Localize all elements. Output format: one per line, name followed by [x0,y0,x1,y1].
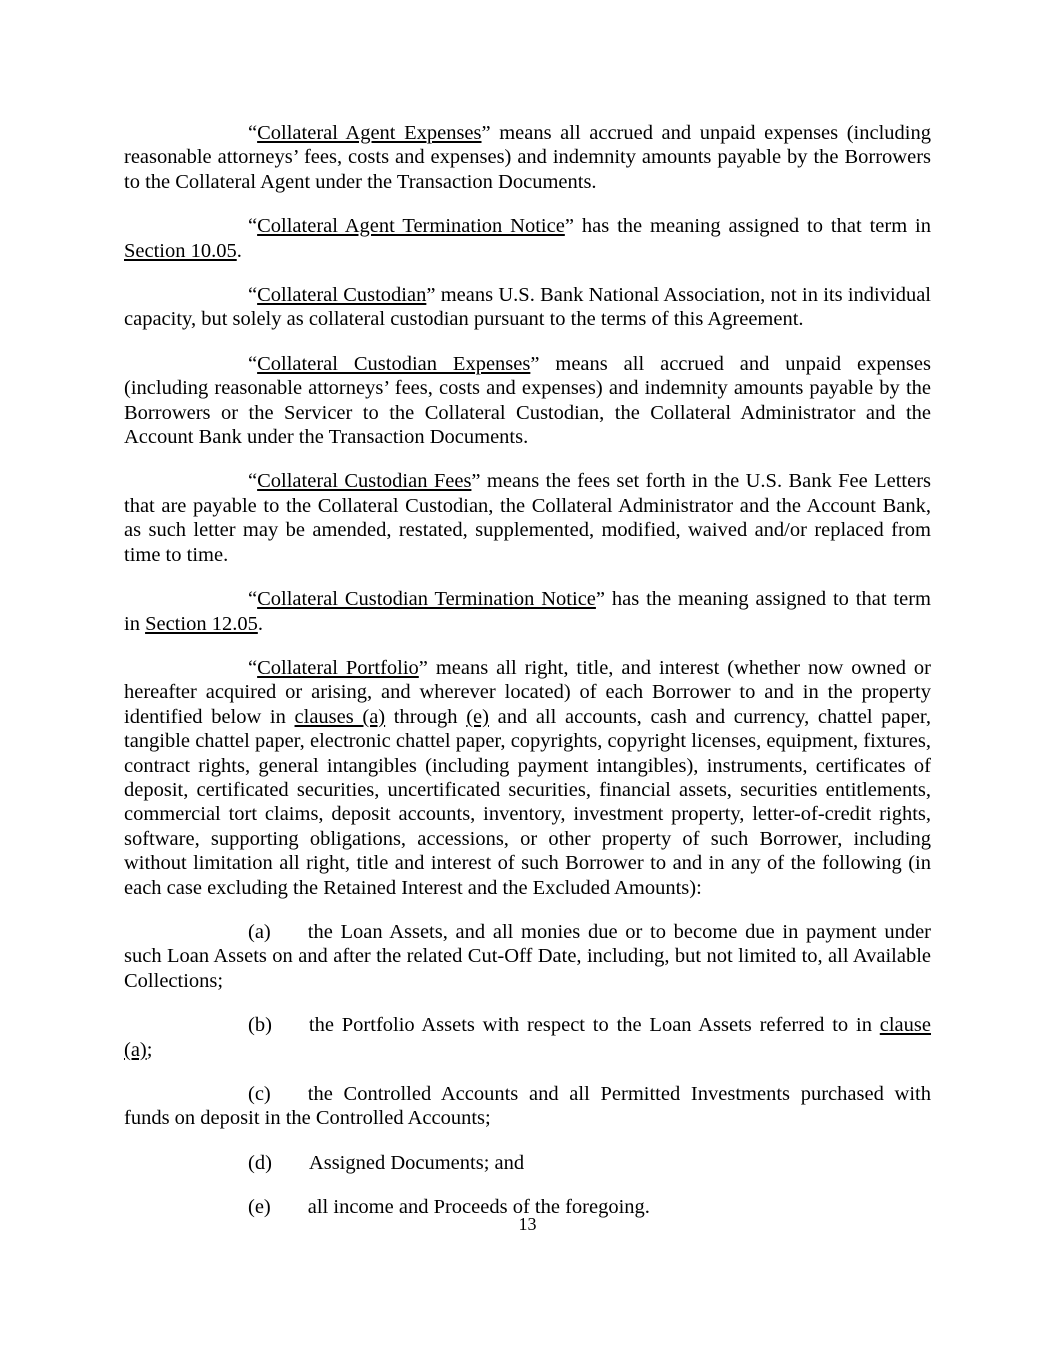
def-collateral-custodian [124,283,931,332]
text-run: “ [248,284,258,307]
text-run: “ [248,352,258,375]
text-run: ” means all accrued and unpaid expenses (including reasonable attorneys’ fees, costs and expenses) and indemnity amounts payable by the Borrowers to the Collateral Agent under the Transaction Documents. [124,122,931,193]
text-run: and all accounts, cash and currency, chattel paper, tangible chattel paper, electronic chattel paper, copyrights, copyright licenses, equipment, fixtures, contract rights, general intangibles (including payment intangibles), instruments, certificates of deposit, certificated securities, uncertificated securities, financial assets, securities entitlements, commercial tort claims, deposit accounts, inventory, investment property, letter-of-credit rights, software, supporting obligations, accessions, or other property of such Borrower, including without limitation all right, title and interest of such Borrower to and in any of the following (in each case excluding the Retained Interest and the Excluded Amounts): [124,705,931,899]
text-run: the Controlled Accounts and all Permitted Investments purchased with funds on deposit in the Controlled Accounts; [124,1083,931,1130]
clause-reference-a: clauses (a) [294,705,386,728]
def-collateral-portfolio [124,656,931,900]
text-run: ” has the meaning assigned to that term in [124,588,931,635]
text-run: ” means U.S. Bank National Association, not in its individual capacity, but solely as collateral custodian pursuant to the terms of this Agreement. [124,284,931,331]
defined-term-collateral-custodian-expenses: Collateral Custodian Expenses [257,352,531,375]
text-run: the Loan Assets, and all monies due or to become due in payment under such Loan Assets on and after the related Cut-Off Date, including, but not limited to, all Available Collections; [124,920,931,992]
text-run: ” means all right, title, and interest (whether now owned or hereafter acquired or arising, and wherever located) of each Borrower to and in the property identified below in [124,656,931,728]
text-run: . [236,239,242,262]
text-run: ” has the meaning assigned to that term in [564,215,932,238]
text-run: . [257,612,263,635]
def-collateral-agent-expenses [124,121,931,194]
section-reference-12-05: Section 12.05 [145,612,258,635]
section-reference-10-05: Section 10.05 [124,239,237,262]
defined-term-collateral-agent-termination-notice: Collateral Agent Termination Notice [257,215,565,238]
def-collateral-custodian-fees [124,469,931,567]
clause-b [124,1013,931,1062]
text-run: “ [248,122,258,144]
text-run: (d) [248,1151,272,1174]
clause-reference-a: clause (a) [124,1014,931,1061]
def-collateral-custodian-termination-notice [124,587,931,636]
page-number: 13 [518,1214,537,1234]
text-run: the Portfolio Assets with respect to the Loan Assets referred to in [308,1014,880,1037]
defined-term-collateral-agent-expenses: Collateral Agent Expenses [257,122,482,144]
text-run: all income and Proceeds of the foregoing. [307,1196,650,1219]
text-run: ; [146,1038,153,1061]
def-collateral-custodian-expenses [124,352,931,450]
clause-c [124,1082,931,1131]
clause-d [124,1151,931,1175]
defined-term-collateral-portfolio: Collateral Portfolio [257,656,419,679]
defined-term-collateral-custodian-termination-notice: Collateral Custodian Termination Notice [257,588,596,611]
defined-term-collateral-custodian-fees: Collateral Custodian Fees [257,470,472,493]
text-run: through [385,705,467,728]
text-run: “ [248,215,258,238]
text-run: (b) [248,1014,272,1037]
text-run: Assigned Documents; and [308,1151,525,1174]
document-body [124,121,931,1220]
def-collateral-agent-termination-notice [124,214,931,263]
text-run: “ [248,656,258,679]
text-run: (e) [248,1196,271,1219]
text-run: (a) [248,920,271,943]
text-run: ” means the fees set forth in the U.S. Bank Fee Letters that are payable to the Collateral Custodian, the Collateral Administrator and the Account Bank, as such letter may be amended, restated, supplemented, modified, waived and/or replaced from time to time. [124,470,931,566]
clause-reference-e: (e) [466,705,489,728]
text-run: (c) [248,1083,271,1105]
text-run: “ [248,470,258,493]
clause-a [124,920,931,993]
text-run: ” means all accrued and unpaid expenses (including reasonable attorneys’ fees, costs and expenses) and indemnity amounts payable by the Borrowers or the Servicer to the Collateral Custodian, the Collateral Administrator and the Account Bank under the Transaction Documents. [124,352,931,449]
defined-term-collateral-custodian: Collateral Custodian [257,284,427,307]
text-run: “ [248,588,258,611]
